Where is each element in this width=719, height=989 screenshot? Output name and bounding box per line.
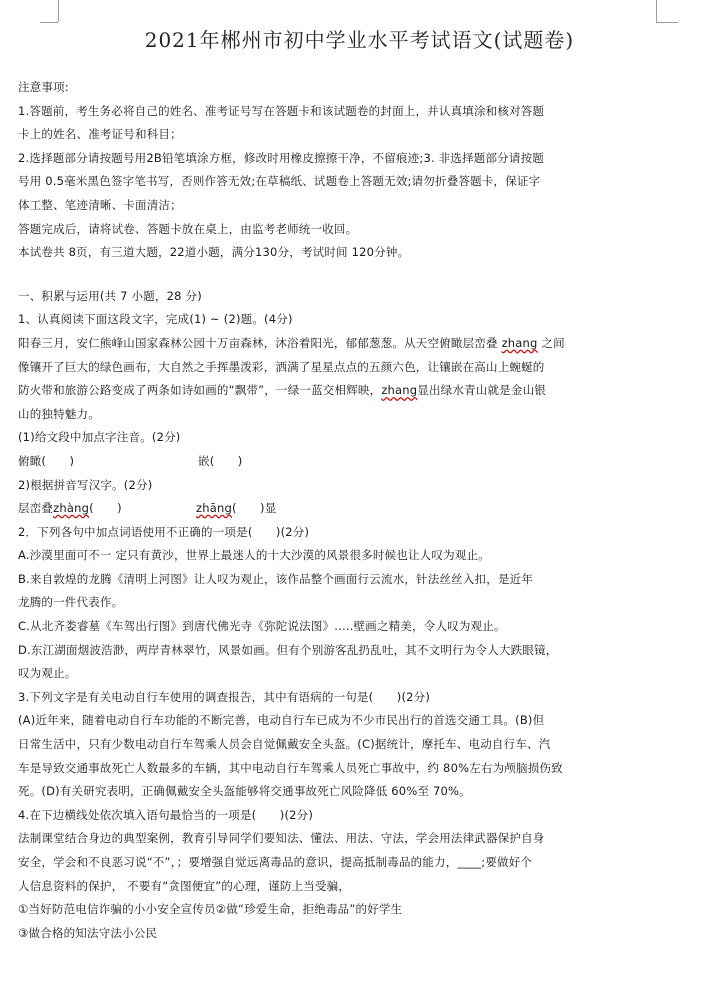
question-stem: 2．下列各句中加点词语使用不正确的一项是( )(2分): [18, 524, 310, 539]
option-line: D.东江湖面烟波浩渺，两岸青林翠竹，风景如画。但有个别游客乱扔乱吐，其不文明行为令人大跌眼镜，: [18, 642, 558, 657]
spacer: [18, 265, 702, 285]
answer-row: 俯瞰( ) 嵌( ): [18, 453, 243, 468]
option-line: 龙腾的一件代表作。: [18, 595, 124, 610]
question-stem: 1、认真阅读下面这段文字，完成(1) ~ (2)题。(4分): [18, 312, 293, 327]
sub-question: 2)根据拼音写汉字。(2分): [18, 477, 153, 492]
answer-row: 层峦叠zhàng( ) zhāng( )显: [18, 497, 702, 521]
pinyin-mark: zhang: [501, 335, 538, 350]
section-heading: 一、积累与运用(共 7 小题，28 分): [18, 288, 202, 303]
option-line: ③做合格的知法守法小公民: [18, 925, 158, 940]
option-line: B.来自敦煌的龙腾《清明上河图》让人叹为观止，该作品整个画面行云流水，针法丝丝入扣，是近年: [18, 571, 534, 586]
option-line: A.沙漠里面可不一 定只有黄沙，世界上最迷人的十大沙漠的风景很多时候也让人叹为观止。: [18, 548, 490, 563]
crop-mark-left-h: [40, 22, 58, 23]
pinyin-mark: zhàng: [53, 501, 90, 516]
passage-line: 日常生活中，只有少数电动自行车驾乘人员会自觉佩戴安全头盔。(C)据统计，摩托车、电动自行车、汽: [18, 737, 551, 752]
notice-line: 体工整、笔迹清晰、卡面清洁；: [18, 197, 182, 212]
option-line: ①当好防范电信诈骗的小小安全宣传员②做“珍爱生命，拒绝毒品”的好学生: [18, 902, 403, 917]
passage-line: 死。(D)有关研究表明，正确佩戴安全头盔能够将交通事故死亡风险降低 60%至 70%。: [18, 784, 471, 799]
passage-line: 安全，学会和不良恶习说“不”，；要增强自觉远离毒品的意识，提高抵制毒品的能力，____;要做好个: [18, 855, 533, 869]
sub-question: (1)给文段中加点字注音。(2分): [18, 430, 181, 445]
notice-line: 1.答题前，考生务必将自己的姓名、准考证号写在答题卡和该试题卷的封面上，并认真填涂和核对答题: [18, 103, 545, 118]
crop-mark-left: [58, 0, 59, 22]
crop-mark-right-h: [656, 22, 678, 23]
passage-line: 法制课堂结合身边的典型案例，教育引导同学们要知法、懂法、用法、守法，学会用法律武器保护自身: [18, 831, 545, 846]
passage-line: 山的独特魅力。: [18, 406, 100, 421]
passage-line: 车是导致交通事故死亡人数最多的车辆，其中电动自行车驾乘人员死亡事故中，约 80%左右为颅脑损伤致: [18, 760, 563, 775]
option-line: C.从北齐娄睿墓《车驾出行图》到唐代佛光寺《弥陀说法图》.....壁画之精美，令人叹为观止。: [18, 619, 506, 634]
passage-line: (A)近年来，随着电动自行车功能的不断完善，电动自行车已成为不少市民出行的首选交通工具。(B)但: [18, 713, 545, 728]
notice-heading: 注意事项:: [18, 80, 69, 94]
passage-line: 人信息资料的保护， 不要有“贪图便宜”的心理，谨防上当受骗，: [18, 878, 351, 893]
passage-line: 阳春三月，安仁熊峰山国家森林公园十万亩森林，沐浴着阳光，郁郁葱葱。从天空俯瞰层峦叠 zhang 之间: [18, 335, 565, 350]
option-line: 叹为观止。: [18, 666, 77, 681]
notice-line: 卡上的姓名、准考证号和科目；: [18, 127, 182, 142]
question-stem: 4.在下边横线处依次填入语句最恰当的一项是( )(2分): [18, 807, 314, 822]
pinyin-mark: zhang: [381, 383, 418, 398]
pinyin-mark: zhāng: [196, 501, 232, 516]
page-title: 2021年郴州市初中学业水平考试语文(试题卷): [144, 28, 575, 52]
crop-mark-right: [656, 0, 657, 22]
passage-line: 防火带和旅游公路变成了两条如诗如画的“飘带”，一绿一蓝交相辉映，zhang显出绿水青山就是金山银: [18, 383, 546, 398]
notice-line: 2.选择题部分请按题号用2B铅笔填涂方框，修改时用橡皮擦擦干净，不留痕迹;3. 非选择题部分请按题: [18, 150, 544, 165]
notice-line: 本试卷共 8页，有三道大题，22道小题，满分130分，考试时间 120分钟。: [18, 245, 410, 260]
notice-line: 答题完成后，请将试卷、答题卡放在桌上，由监考老师统一收回。: [18, 221, 358, 236]
passage-line: 像镶开了巨大的绿色画布，大自然之手挥墨泼彩，洒满了星星点点的五颜六色，让镶嵌在高山上蜿蜒的: [18, 359, 545, 374]
notice-line: 号用 0.5毫米黑色签字笔书写，否则作答无效;在草稿纸、试题卷上答题无效;请勿折叠答题卡，保证字: [18, 174, 541, 189]
question-stem: 3.下列文字是有关电动自行车使用的调查报告，其中有语病的一句是( )(2分): [18, 689, 431, 704]
document-body: [18, 76, 702, 945]
